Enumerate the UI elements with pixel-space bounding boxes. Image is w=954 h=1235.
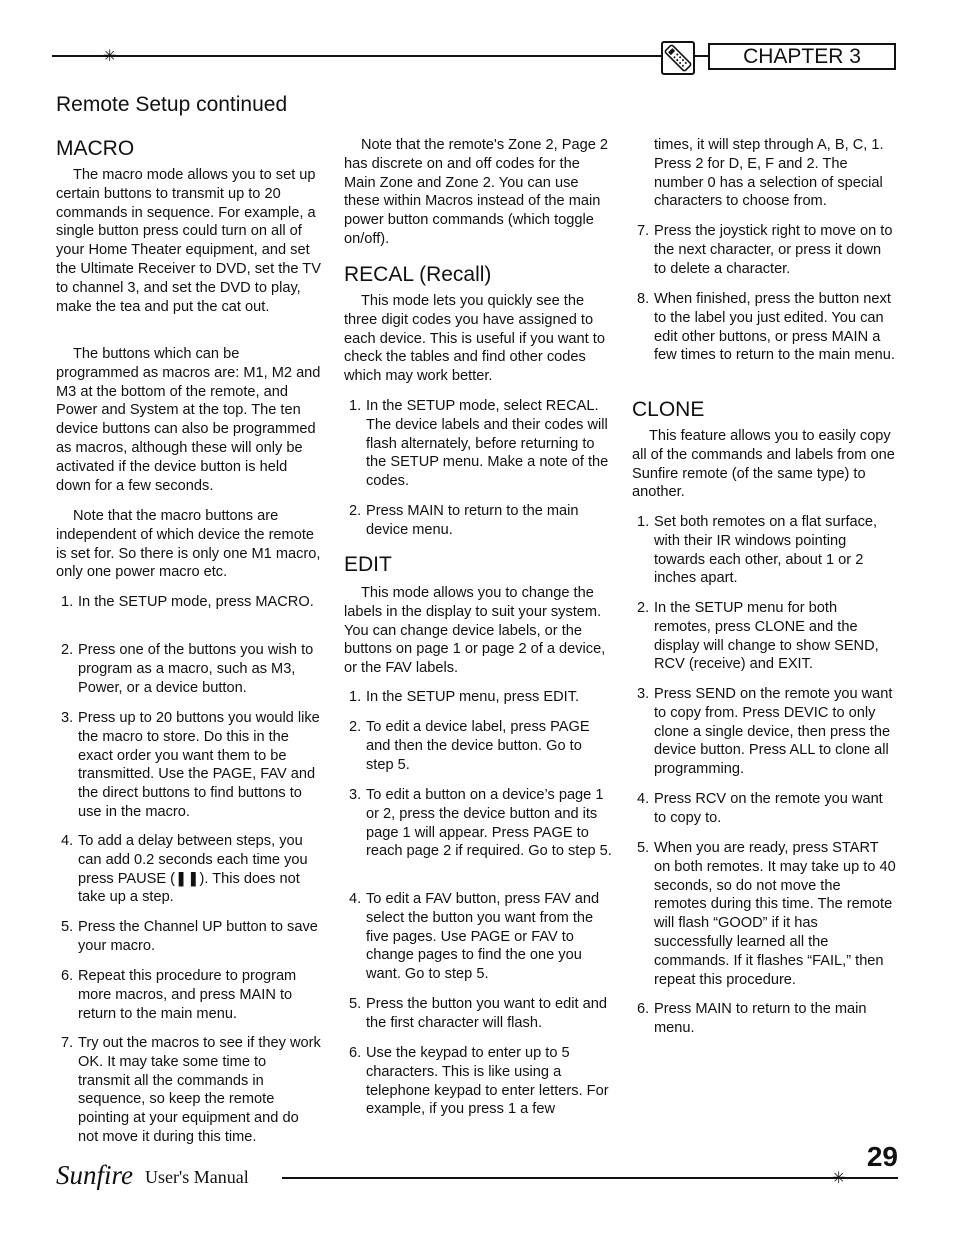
list-item	[56, 832, 322, 907]
step-number: 5.	[349, 996, 362, 1012]
step-number: 4.	[61, 833, 74, 849]
step-text: In the SETUP menu, press EDIT.	[366, 689, 580, 705]
step-text: To edit a button on a device’s page 1 or 2, press the device button and its page 1 will appear. Press PAGE to reach page 2 if required. Go to step 5.	[366, 787, 612, 860]
step-number: 2.	[637, 600, 650, 616]
step-number: 3.	[637, 686, 650, 702]
step-number: 1.	[61, 594, 74, 610]
edit-steps	[344, 786, 612, 861]
step-text: Press up to 20 buttons you would like the macro to store. Do this in the exact order you want them to be transmitted. Use the PAGE, FAV and the direct buttons to find buttons to use in the macro.	[78, 710, 320, 820]
manual-label: User's Manual	[145, 1167, 249, 1187]
step-number: 6.	[637, 1001, 650, 1017]
page-number: 29	[866, 1141, 898, 1172]
list-item	[344, 397, 612, 491]
step-text: To add a delay between steps, you can add 0.2 seconds each time you press PAUSE (❚❚). This does not take up a step.	[78, 833, 308, 906]
step-text: In the SETUP menu for both remotes, press CLONE and the display will change to show SEND, RCV (receive) and EXIT.	[654, 600, 879, 673]
zone-note: Note that the remote's Zone 2, Page 2 has discrete on and off codes for the Main Zone and Zone 2. You can use these within Macros instead of the main power button commands (which toggle on/off).	[344, 137, 608, 247]
step-number: 5.	[61, 919, 74, 935]
list-item	[632, 1000, 896, 1038]
step-text: Use the keypad to enter up to 5 characters. This is like using a telephone keypad to enter letters. For example, if you press 1 a few	[366, 1045, 609, 1118]
step-text: Try out the macros to see if they work OK. It may take some time to transmit all the commands in sequence, so keep the remote pointing at your equipment and do not move it during this time.	[78, 1035, 321, 1145]
list-item	[344, 502, 612, 540]
footer-star-icon: ✳	[832, 1168, 846, 1187]
edit-steps	[344, 688, 612, 707]
clone-steps	[632, 790, 896, 828]
brand-logo: Sunfire	[56, 1160, 133, 1190]
edit-steps	[632, 290, 896, 365]
list-item	[632, 790, 896, 828]
macro-steps	[56, 709, 322, 822]
edit-intro: This mode allows you to change the labels in the display to suit your system. You can change device labels, or the buttons on page 1 or page 2 of a device, or the FAV labels.	[344, 585, 606, 677]
edit-steps	[344, 890, 612, 984]
macro-paragraph: The buttons which can be programmed as macros are: M1, M2 and M3 at the bottom of the remote, and Power and System at the top. The ten device buttons can also be programmed as macros, although these will only be activated if the device button is held down for a few seconds.	[56, 346, 321, 494]
step-text: Press RCV on the remote you want to copy to.	[654, 791, 883, 826]
list-item	[344, 718, 612, 774]
edit-steps	[344, 995, 612, 1033]
step-text: Press the joystick right to move on to the next character, or press it down to delete a character.	[654, 223, 893, 277]
recal-steps	[344, 502, 612, 540]
recal-steps	[344, 397, 612, 491]
step-text: In the SETUP mode, press MACRO.	[78, 594, 314, 610]
macro-steps	[56, 918, 322, 956]
list-item	[56, 967, 322, 1023]
step-number: 3.	[349, 787, 362, 803]
step-number: 8.	[637, 291, 650, 307]
macro-steps	[56, 641, 322, 697]
step-text: Press the button you want to edit and the first character will flash.	[366, 996, 607, 1031]
list-item	[344, 890, 612, 984]
list-item	[56, 709, 322, 822]
step-text: Press MAIN to return to the main device menu.	[366, 503, 579, 538]
list-item	[56, 593, 322, 612]
step-text: Press SEND on the remote you want to copy from. Press DEVIC to only clone a single device, then press the device button. Press ALL to clone all programming.	[654, 686, 893, 778]
list-item	[344, 786, 612, 861]
recal-intro: This mode lets you quickly see the three digit codes you have assigned to each device. This is useful if you want to check the tables and find other codes which may work better.	[344, 293, 605, 385]
step-text: To edit a FAV button, press FAV and select the button you want from the five pages. Use PAGE or FAV to change pages to find the one you want. Go to step 5.	[366, 891, 600, 983]
clone-steps	[632, 839, 896, 989]
list-item	[632, 839, 896, 989]
step-text: Set both remotes on a flat surface, with their IR windows pointing towards each other, about 1 or 2 inches apart.	[654, 514, 878, 587]
macro-steps	[56, 832, 322, 907]
list-item	[632, 685, 896, 779]
clone-intro: This feature allows you to easily copy all of the commands and labels from one Sunfire remote (of the same type) to another.	[632, 428, 895, 501]
list-item	[632, 290, 896, 365]
footer-rule	[282, 1177, 898, 1179]
macro-steps	[56, 967, 322, 1023]
recal-heading: RECAL (Recall)	[344, 263, 492, 286]
clone-steps	[632, 1000, 896, 1038]
list-item	[632, 222, 896, 278]
step-number: 4.	[637, 791, 650, 807]
edit-steps	[344, 718, 612, 774]
step-text: When finished, press the button next to the label you just edited. You can edit other buttons, or press MAIN a few times to return to the main menu.	[654, 291, 895, 364]
header-rule-short	[695, 55, 709, 57]
macro-paragraph: The macro mode allows you to set up certain buttons to transmit up to 20 commands in sequence. For example, a single button press could turn on all of your Home Theater equipment, and set the Ultimate Receiver to DVD, set the TV to channel 3, and set the DVD to play, make the tea and put the cat out.	[56, 167, 321, 315]
step-text: In the SETUP mode, select RECAL. The device labels and their codes will flash alternately, before returning to the SETUP menu. Make a note of the codes.	[366, 398, 609, 490]
macro-heading: MACRO	[56, 137, 135, 160]
step-text: To edit a device label, press PAGE and then the device button. Go to step 5.	[366, 719, 590, 773]
clone-heading: CLONE	[632, 398, 705, 421]
list-item	[632, 513, 896, 588]
list-item	[56, 641, 322, 697]
step-number: 4.	[349, 891, 362, 907]
step-number: 1.	[349, 398, 362, 414]
step-number: 3.	[61, 710, 74, 726]
macro-steps	[56, 593, 322, 612]
list-item	[344, 688, 612, 707]
step-text: Press the Channel UP button to save your macro.	[78, 919, 318, 954]
step-number: 1.	[349, 689, 362, 705]
step-number: 2.	[61, 642, 74, 658]
step-number: 5.	[637, 840, 650, 856]
clone-steps	[632, 599, 896, 674]
list-item	[632, 599, 896, 674]
edit-continued: times, it will step through A, B, C, 1. Press 2 for D, E, F and 2. The number 0 has a selection of special characters to choose from.	[654, 137, 884, 210]
step-number: 6.	[61, 968, 74, 984]
list-item	[344, 1044, 612, 1119]
chapter-label: CHAPTER 3	[708, 43, 896, 70]
header-star-icon: ✳	[103, 46, 117, 65]
step-number: 7.	[61, 1035, 74, 1051]
edit-steps	[632, 222, 896, 278]
list-item	[56, 918, 322, 956]
list-item	[56, 1034, 322, 1147]
step-number: 2.	[349, 719, 362, 735]
macro-steps	[56, 1034, 322, 1147]
section-title: Remote Setup continued	[56, 93, 288, 116]
header-rule	[52, 55, 662, 57]
clone-steps	[632, 513, 896, 588]
list-item	[344, 995, 612, 1033]
remote-control-icon	[661, 41, 695, 75]
step-number: 6.	[349, 1045, 362, 1061]
step-text: Repeat this procedure to program more macros, and press MAIN to return to the main menu.	[78, 968, 297, 1022]
step-number: 2.	[349, 503, 362, 519]
edit-heading: EDIT	[344, 553, 392, 576]
step-text: Press one of the buttons you wish to program as a macro, such as M3, Power, or a device button.	[78, 642, 314, 696]
macro-paragraph: Note that the macro buttons are independent of which device the remote is set for. So there is only one M1 macro, only one power macro etc.	[56, 508, 321, 581]
step-number: 1.	[637, 514, 650, 530]
step-number: 7.	[637, 223, 650, 239]
edit-steps	[344, 1044, 612, 1119]
step-text: Press MAIN to return to the main menu.	[654, 1001, 867, 1036]
step-text: When you are ready, press START on both remotes. It may take up to 40 seconds, so do not move the remotes during this time. The remote will flash “GOOD” if it has successfully learned all the commands. If it flashes “FAIL,” then repeat this procedure.	[654, 840, 896, 988]
clone-steps	[632, 685, 896, 779]
